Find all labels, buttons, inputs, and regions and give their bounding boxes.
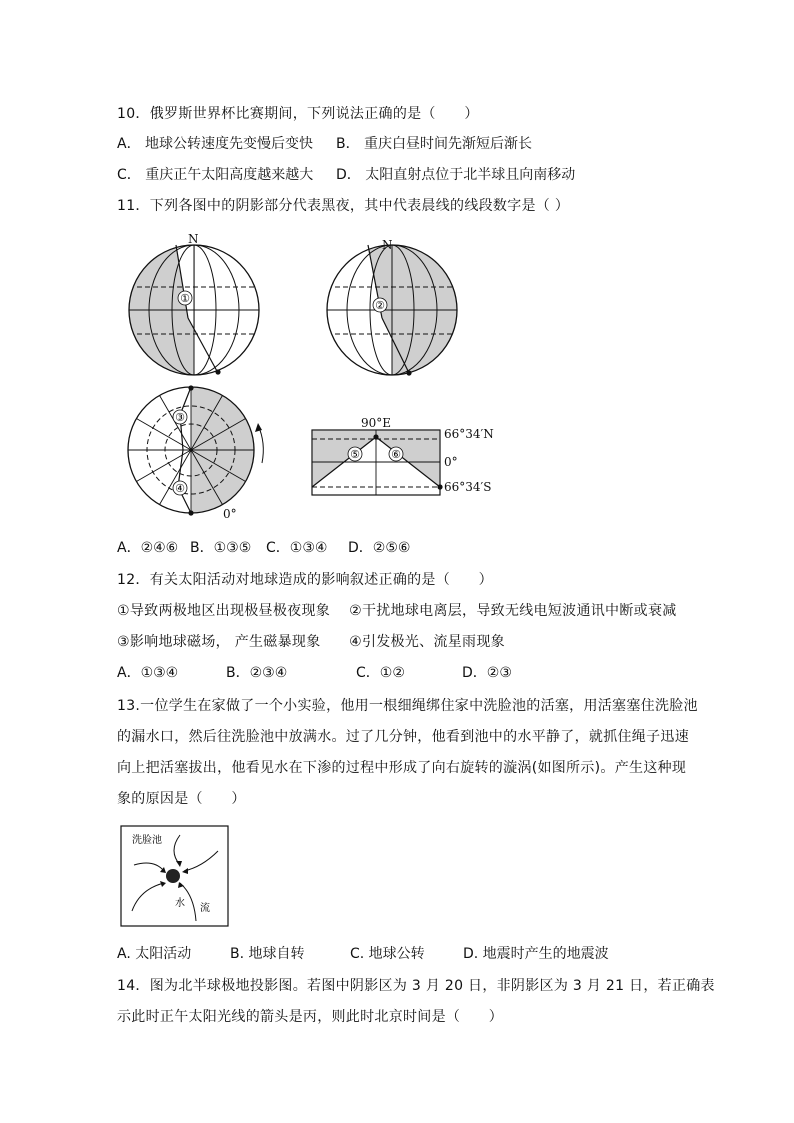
q11-option-b: B．①③⑤ [190, 540, 252, 556]
zero-meridian-label: 0° [223, 507, 237, 521]
q13-option-b: B. 地球自转 [230, 946, 305, 962]
q13-basin-figure [120, 825, 230, 928]
q10-option-c: C． 重庆正午太阳高度越来越大 [117, 167, 314, 183]
q13-option-c: C. 地球公转 [350, 946, 425, 962]
q10-option-a: A． 地球公转速度先变慢后变快 [117, 136, 314, 152]
q13-line-2: 的漏水口，然后往洗脸池中放满水。过了几分钟，他看到池中的水平静了，就抓住绳子迅速 [117, 729, 689, 745]
q12-option-c: C．①② [356, 665, 405, 681]
q11-option-a: A．②④⑥ [117, 540, 179, 556]
q12-stem: 12．有关太阳活动对地球造成的影响叙述正确的是（ ） [117, 572, 493, 588]
marker-6: ⑥ [391, 448, 401, 461]
north-label-1: N [188, 232, 199, 246]
marker-1: ① [180, 292, 190, 305]
q11-option-d: D．②⑤⑥ [348, 540, 411, 556]
q10-option-b: B． 重庆白昼时间先渐短后渐长 [336, 136, 533, 152]
drain-hole [166, 869, 180, 883]
q11-stem: 11．下列各图中的阴影部分代表黑夜，其中代表晨线的线段数字是（ ） [117, 198, 570, 214]
marker-3: ③ [175, 411, 185, 424]
q12-line-2: ③影响地球磁场， 产生磁暴现象 ④引发极光、流星雨现象 [117, 634, 505, 650]
marker-5: ⑤ [350, 448, 360, 461]
q13-line-1: 13.一位学生在家做了一个小实验，他用一根细绳绑住家中洗脸池的活塞，用活塞塞住洗脸池 [117, 698, 698, 714]
lat-n-label: 66°34′N [444, 427, 494, 441]
q10-stem: 10．俄罗斯世界杯比赛期间，下列说法正确的是（ ） [117, 106, 479, 122]
basin-label: 洗脸池 [132, 835, 162, 846]
q11-figure [110, 225, 530, 530]
lat-s-label: 66°34′S [444, 480, 492, 494]
q14-line-1: 14．图为北半球极地投影图。若图中阴影区为 3 月 20 日，非阴影区为 3 月 21 日，若正确表 [117, 978, 715, 994]
marker-4: ④ [175, 482, 185, 495]
q14-line-2: 示此时正午太阳光线的箭头是丙，则此时北京时间是（ ） [117, 1009, 504, 1025]
polar-view [128, 385, 263, 521]
q12-option-d: D．②③ [462, 665, 512, 681]
globe-2 [327, 238, 458, 377]
north-label-2: N [382, 238, 393, 252]
q13-option-d: D. 地震时产生的地震波 [463, 946, 609, 962]
marker-2: ② [375, 299, 385, 312]
q12-option-a: A．①③④ [117, 665, 179, 681]
globe-1 [129, 232, 259, 377]
rect-map [312, 416, 494, 495]
q13-line-4: 象的原因是（ ） [117, 791, 246, 807]
q13-option-a: A. 太阳活动 [117, 946, 192, 962]
q12-option-b: B．②③④ [226, 665, 288, 681]
water-label-1: 水 [175, 898, 185, 909]
q11-option-c: C．①③④ [266, 540, 328, 556]
q13-line-3: 向上把活塞拔出，他看见水在下渗的过程中形成了向右旋转的漩涡(如图所示)。产生这种现 [117, 760, 687, 776]
water-label-2: 流 [200, 903, 210, 914]
equator-label: 0° [444, 455, 458, 469]
lon-90e-label: 90°E [361, 416, 392, 430]
q12-line-1: ①导致两极地区出现极昼极夜现象 ②干扰地球电离层，导致无线电短波通讯中断或衰减 [117, 603, 677, 619]
q10-option-d: D． 太阳直射点位于北半球且向南移动 [336, 167, 576, 183]
